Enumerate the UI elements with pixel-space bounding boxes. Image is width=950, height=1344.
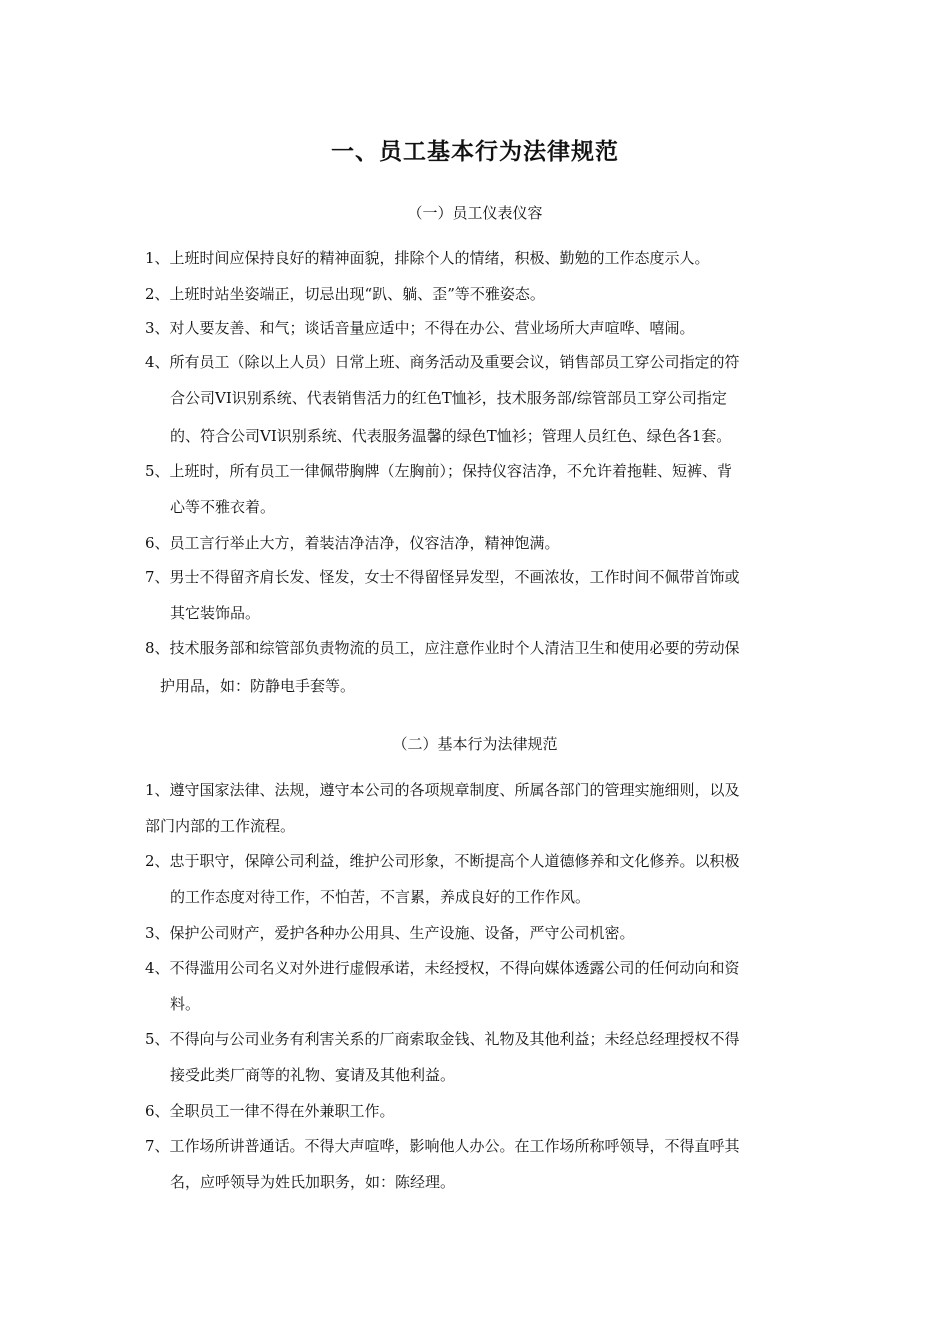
paragraph-line: 3、对人要友善、和气；谈话音量应适中；不得在办公、营业场所大声喧哗、嘻闹。 bbox=[145, 319, 695, 337]
paragraph-line: 2、忠于职守，保障公司利益，维护公司形象，不断提高个人道德修养和文化修养。以积极 bbox=[145, 852, 740, 870]
paragraph-line: 4、所有员工（除以上人员）日常上班、商务活动及重要会议，销售部员工穿公司指定的符 bbox=[145, 353, 740, 371]
paragraph-line: 料。 bbox=[170, 995, 201, 1013]
paragraph-line: 5、上班时，所有员工一律佩带胸牌（左胸前）；保持仪容洁净，不允许着拖鞋、短裤、背 bbox=[145, 462, 733, 480]
paragraph-line: 名，应呼领导为姓氏加职务，如：陈经理。 bbox=[170, 1173, 456, 1191]
paragraph-line: 心等不雅衣着。 bbox=[170, 498, 276, 516]
paragraph-line: 2、上班时站坐姿端正，切忌出现“趴、躺、歪”等不雅姿态。 bbox=[145, 285, 545, 303]
paragraph-line: 1、遵守国家法律、法规，遵守本公司的各项规章制度、所属各部门的管理实施细则，以及 bbox=[145, 781, 740, 799]
paragraph-line: 5、不得向与公司业务有利害关系的厂商索取金钱、礼物及其他利益；未经总经理授权不得 bbox=[145, 1030, 740, 1048]
paragraph-line: 7、工作场所讲普通话。不得大声喧哗，影响他人办公。在工作场所称呼领导，不得直呼其 bbox=[145, 1137, 740, 1155]
section-heading-appearance: （一）员工仪表仪容 bbox=[407, 204, 543, 222]
paragraph-line: 护用品，如：防静电手套等。 bbox=[160, 677, 356, 695]
paragraph-line: 4、不得滥用公司名义对外进行虚假承诺，未经授权，不得向媒体透露公司的任何动向和资 bbox=[145, 959, 740, 977]
paragraph-line: 1、上班时间应保持良好的精神面貌，排除个人的情绪，积极、勤勉的工作态度示人。 bbox=[145, 249, 710, 267]
paragraph-line: 8、技术服务部和综管部负责物流的员工，应注意作业时个人清洁卫生和使用必要的劳动保 bbox=[145, 639, 740, 657]
paragraph-line: 6、全职员工一律不得在外兼职工作。 bbox=[145, 1102, 395, 1120]
paragraph-line: 的、符合公司VI识别系统、代表服务温馨的绿色T恤衫；管理人员红色、绿色各1套。 bbox=[170, 427, 732, 445]
paragraph-line: 7、男士不得留齐肩长发、怪发，女士不得留怪异发型，不画浓妆，工作时间不佩带首饰或 bbox=[145, 568, 740, 586]
paragraph-line: 的工作态度对待工作，不怕苦，不言累，养成良好的工作作风。 bbox=[170, 888, 591, 906]
paragraph-line: 部门内部的工作流程。 bbox=[145, 817, 296, 835]
paragraph-line: 6、员工言行举止大方，着装洁净洁净，仪容洁净，精神饱满。 bbox=[145, 534, 560, 552]
paragraph-line: 其它装饰品。 bbox=[170, 604, 261, 622]
section-heading-conduct: （二）基本行为法律规范 bbox=[392, 735, 558, 753]
page-title: 一、员工基本行为法律规范 bbox=[331, 139, 619, 165]
paragraph-line: 接受此类厂商等的礼物、宴请及其他利益。 bbox=[170, 1066, 456, 1084]
paragraph-line: 3、保护公司财产，爱护各种办公用具、生产设施、设备，严守公司机密。 bbox=[145, 924, 635, 942]
paragraph-line: 合公司VI识别系统、代表销售活力的红色T恤衫，技术服务部/综管部员工穿公司指定 bbox=[170, 389, 727, 407]
